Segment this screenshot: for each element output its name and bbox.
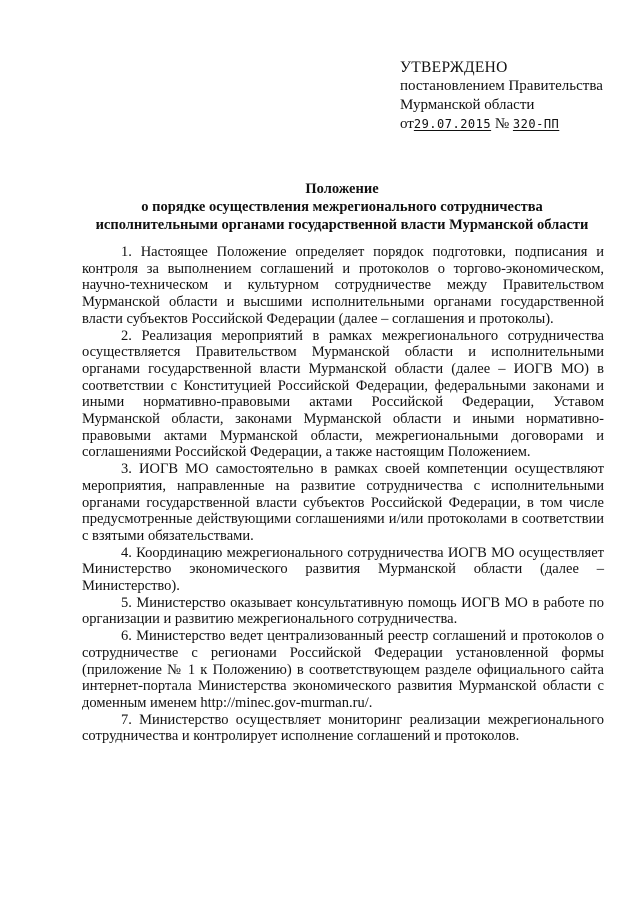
paragraph-7: 7. Министерство осуществляет мониторинг реализации межрегионального сотрудничества и контролирует исполнение соглашений и протоколов. <box>82 711 604 745</box>
approval-date: 29.07.2015 <box>413 117 492 131</box>
title-line-2: о порядке осуществления межрегионального сотрудничества <box>141 199 543 215</box>
date-prefix: от <box>400 116 414 132</box>
paragraph-5: 5. Министерство оказывает консультативную помощь ИОГВ МО в работе по организации и развитию межрегионального сотрудничества. <box>82 594 604 628</box>
title-line-3: исполнительными органами государственной власти Мурманской области <box>95 217 589 233</box>
paragraph-4: 4. Координацию межрегионального сотрудничества ИОГВ МО осуществляет Министерство экономического развития Мурманской области (далее – Министерство). <box>82 544 604 595</box>
paragraph-3: 3. ИОГВ МО самостоятельно в рамках своей компетенции осуществляют мероприятия, направленные на развитие сотрудничества с исполнительными органами государственной власти субъектов Российской Федерации, в том числе предусмотренные действующими соглашениями и/или протоколами в соответствии с взятыми обязательствами. <box>82 461 604 544</box>
paragraph-6: 6. Министерство ведет централизованный реестр соглашений и протоколов о сотрудничестве с регионами Российской Федерации установленной формы (приложение № 1 к Положению) в соответствующем разделе официального сайта интернет-портала Министерства экономического развития Мурманской области с доменным именем http://minec.gov-murman.ru/. <box>82 628 604 711</box>
title-line-1: Положение <box>305 181 379 197</box>
number-sign: № <box>494 116 510 132</box>
approval-number: 320-ПП <box>512 117 560 131</box>
approval-line-1: постановлением Правительства <box>400 78 603 94</box>
document-title <box>80 180 604 234</box>
paragraph-1: 1. Настоящее Положение определяет порядок подготовки, подписания и контроля за выполнением соглашений и протоколов о торгово-экономическом, научно-техническом и культурном сотрудничестве между Правительством Мурманской области и высшими исполнительными органами государственной власти субъектов Российской Федерации (далее – соглашения и протоколы). <box>82 244 604 327</box>
paragraph-2: 2. Реализация мероприятий в рамках межрегионального сотрудничества осуществляется Правительством Мурманской области и исполнительными органами государственной власти Мурманской области (далее – ИОГВ МО) в соответствии с Конституцией Российской Федерации, федеральными законами и иными нормативно-правовыми актами Российской Федерации, Уставом Мурманской области, законами Мурманской области и иными нормативно-правовыми актами Мурманской области, межрегиональными договорами и соглашениями Российской Федерации, а также настоящим Положением. <box>82 327 604 461</box>
approval-block <box>400 58 636 134</box>
approval-heading: УТВЕРЖДЕНО <box>400 59 508 76</box>
approval-date-line <box>400 115 636 134</box>
approval-line-2: Мурманской области <box>400 97 535 113</box>
document-body <box>82 244 604 745</box>
